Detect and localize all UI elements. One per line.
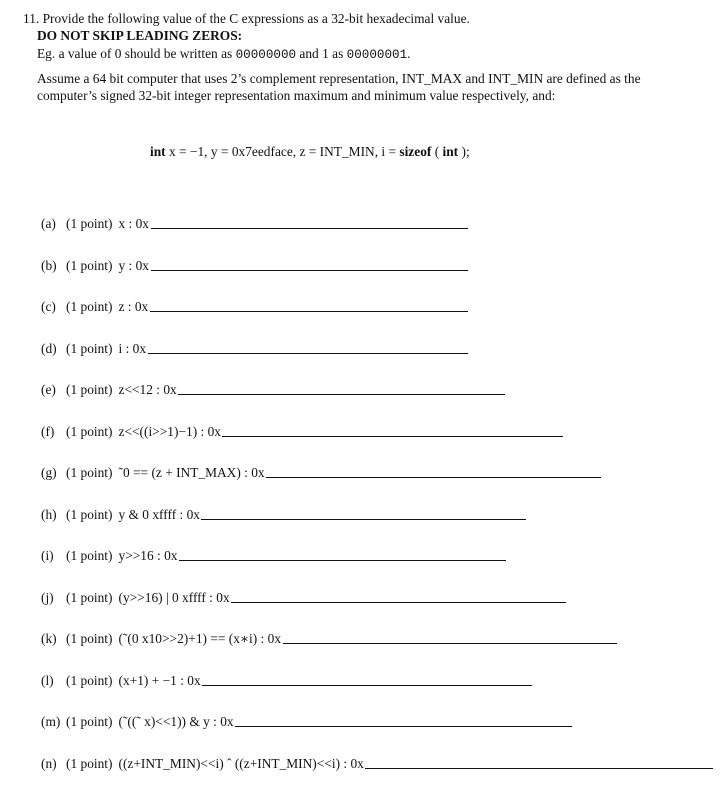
answer-part: [41, 547, 178, 564]
part-expression: x : 0x: [118, 216, 150, 231]
decl-paren-open: (: [431, 144, 443, 159]
part-points: (1 point): [66, 382, 113, 397]
example-one-value: 00000001: [346, 48, 408, 62]
part-label: (b): [41, 258, 57, 273]
assumption-paragraph: Assume a 64 bit computer that uses 2’s complement representation, INT_MAX and INT_MIN are defined as the computer’s signed 32-bit integer representation maximum and minimum value respectively, and:: [37, 71, 641, 103]
question-number: 11.: [23, 11, 40, 26]
answer-blank-line[interactable]: [222, 436, 563, 437]
example-suffix: .: [407, 46, 411, 61]
part-expression: i : 0x: [118, 341, 147, 356]
answer-blank-line[interactable]: [150, 311, 468, 312]
decl-arg-keyword: int: [442, 144, 459, 159]
answer-blank-line[interactable]: [235, 726, 572, 727]
part-label: (m): [41, 714, 61, 729]
part-points: (1 point): [66, 507, 113, 522]
answer-blank-line[interactable]: [202, 685, 532, 686]
part-points: (1 point): [66, 299, 113, 314]
part-label: (j): [41, 590, 54, 605]
answer-blank-line[interactable]: [178, 394, 505, 395]
answer-blank-line[interactable]: [148, 353, 468, 354]
part-label: (g): [41, 465, 57, 480]
answer-part: [41, 298, 148, 315]
answer-part: [41, 672, 201, 689]
answer-part: [41, 340, 146, 357]
question-prompt: Provide the following value of the C expressions as a 32-bit hexadecimal value.: [42, 11, 470, 26]
answer-blank-line[interactable]: [151, 228, 468, 229]
answer-part: [41, 423, 221, 440]
answer-part: [41, 257, 149, 274]
part-expression: z : 0x: [118, 299, 149, 314]
decl-sizeof-keyword: sizeof: [399, 144, 432, 159]
answer-part: [41, 713, 234, 730]
part-expression: (x+1) + −1 : 0x: [118, 673, 201, 688]
decl-body: x = −1, y = 0x7eedface, z = INT_MIN, i =: [165, 144, 400, 159]
part-label: (f): [41, 424, 55, 439]
decl-tail: );: [458, 144, 470, 159]
part-points: (1 point): [66, 714, 113, 729]
part-expression: (˜((˜ x)<<1)) & y : 0x: [118, 714, 234, 729]
answer-part: [41, 215, 149, 232]
question-header: [23, 10, 470, 27]
part-label: (i): [41, 548, 54, 563]
part-label: (c): [41, 299, 56, 314]
variable-declaration: [150, 143, 470, 160]
answer-blank-line[interactable]: [151, 270, 468, 271]
answer-blank-line[interactable]: [201, 519, 526, 520]
part-label: (l): [41, 673, 54, 688]
part-label: (k): [41, 631, 57, 646]
part-label: (e): [41, 382, 56, 397]
part-points: (1 point): [66, 673, 113, 688]
part-points: (1 point): [66, 258, 113, 273]
part-expression: (y>>16) | 0 xffff : 0x: [118, 590, 230, 605]
example-zero-value: 00000000: [235, 48, 297, 62]
part-label: (n): [41, 756, 57, 771]
part-label: (a): [41, 216, 56, 231]
part-points: (1 point): [66, 341, 113, 356]
answer-blank-line[interactable]: [179, 560, 506, 561]
answer-part: [41, 589, 230, 606]
part-expression: ˜0 == (z + INT_MAX) : 0x: [118, 465, 265, 480]
answer-blank-line[interactable]: [231, 602, 566, 603]
example-middle: and 1 as: [299, 46, 344, 61]
answer-blank-line[interactable]: [266, 477, 601, 478]
part-expression: y : 0x: [118, 258, 150, 273]
part-points: (1 point): [66, 548, 113, 563]
answer-blank-line[interactable]: [365, 768, 713, 769]
part-label: (d): [41, 341, 57, 356]
part-label: (h): [41, 507, 57, 522]
answer-part: [41, 630, 281, 647]
part-points: (1 point): [66, 216, 113, 231]
part-points: (1 point): [66, 756, 113, 771]
part-expression: z<<12 : 0x: [118, 382, 177, 397]
part-expression: z<<((i>>1)−1) : 0x: [118, 424, 221, 439]
part-expression: ((z+INT_MIN)<<i) ˆ ((z+INT_MIN)<<i) : 0x: [118, 756, 364, 771]
answer-part: [41, 755, 364, 772]
part-points: (1 point): [66, 590, 113, 605]
part-points: (1 point): [66, 631, 113, 646]
part-expression: y & 0 xffff : 0x: [118, 507, 200, 522]
decl-type-keyword: int: [150, 144, 166, 159]
part-expression: y>>16 : 0x: [118, 548, 178, 563]
example-prefix: Eg. a value of 0 should be written as: [37, 46, 233, 61]
answer-part: [41, 381, 177, 398]
leading-zeros-warning: DO NOT SKIP LEADING ZEROS:: [37, 28, 243, 43]
answer-part: [41, 506, 200, 523]
answer-part: [41, 464, 265, 481]
example-line: [37, 45, 411, 64]
part-points: (1 point): [66, 465, 113, 480]
answer-blank-line[interactable]: [283, 643, 617, 644]
part-expression: (˜(0 x10>>2)+1) == (x∗i) : 0x: [118, 631, 282, 646]
part-points: (1 point): [66, 424, 113, 439]
